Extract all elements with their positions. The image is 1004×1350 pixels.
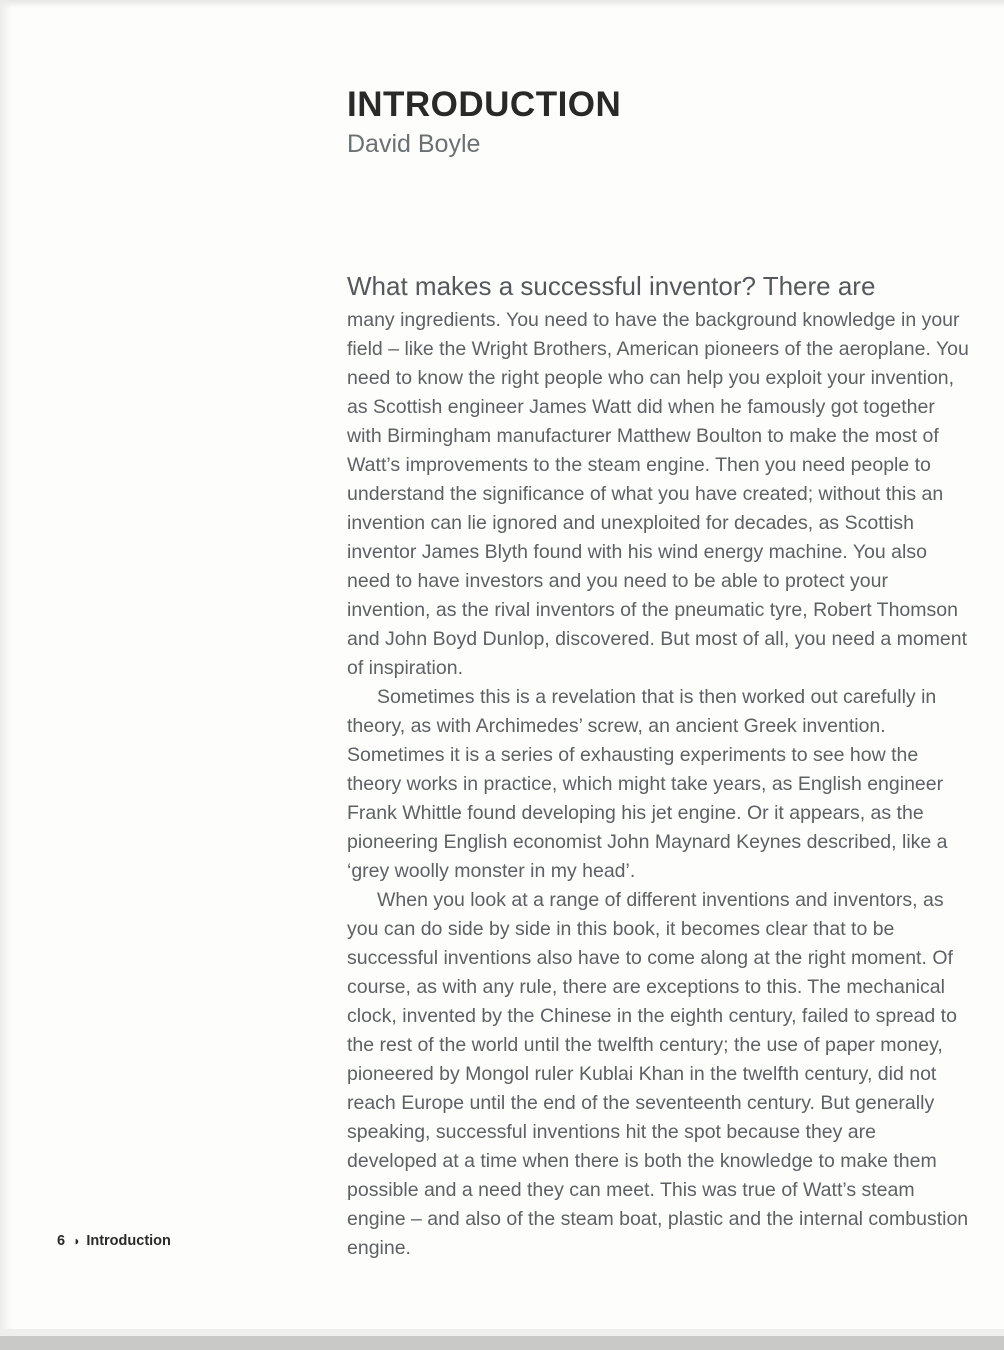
author-name: David Boyle: [347, 130, 481, 158]
scan-edge-top: [0, 0, 1004, 8]
lead-sentence: What makes a successful inventor? There are: [347, 271, 876, 301]
page-footer: [57, 1233, 171, 1249]
scan-edge-bottom: [0, 1336, 1004, 1350]
half-circle-icon: ◑: [72, 1234, 80, 1248]
scan-edge-left: [0, 0, 12, 1350]
page-number: 6: [57, 1233, 66, 1249]
scan-edge-bottom-light: [0, 1329, 1004, 1336]
paragraph-2: Sometimes this is a revelation that is then worked out carefully in theory, as with Archimedes’ screw, an ancient Greek invention. Sometimes it is a series of exhausting experiments to see how the theory works in practice, which might take years, as English engineer Frank Whittle found developing his jet engine. Or it appears, as the pioneering English economist John Maynard Keynes described, like a ‘grey woolly monster in my head’.: [347, 686, 948, 882]
page-title: INTRODUCTION: [347, 85, 622, 124]
paragraph-3: When you look at a range of different inventions and inventors, as you can do side by side in this book, it becomes clear that to be successful inventions also have to come along at the right moment. Of course, as with any rule, there are exceptions to this. The mechanical clock, invented by the Chinese in the eighth century, failed to spread to the rest of the world until the twelfth century; the use of paper money, pioneered by Mongol ruler Kublai Khan in the twelfth century, did not reach Europe until the end of the seventeenth century. But generally speaking, successful inventions hit the spot because they are developed at a time when there is both the knowledge to make them possible and a need they can meet. This was true of Watt’s steam engine – and also of the steam boat, plastic and the internal combustion engine.: [347, 889, 969, 1259]
paragraph-1: many ingredients. You need to have the background knowledge in your field – like the Wright Brothers, American pioneers of the aeroplane. You need to know the right people who can help you exploit your invention, as Scottish engineer James Watt did when he famously got together with Birmingham manufacturer Matthew Boulton to make the most of Watt’s improvements to the steam engine. Then you need people to understand the significance of what you have created; without this an invention can lie ignored and unexploited for decades, as Scottish inventor James Blyth found with his wind energy machine. You also need to have investors and you need to be able to protect your invention, as the rival inventors of the pneumatic tyre, Robert Thomson and John Boyd Dunlop, discovered. But most of all, you need a moment of inspiration.: [347, 309, 969, 679]
page-content: [347, 85, 971, 1263]
footer-section-label: Introduction: [86, 1233, 171, 1249]
